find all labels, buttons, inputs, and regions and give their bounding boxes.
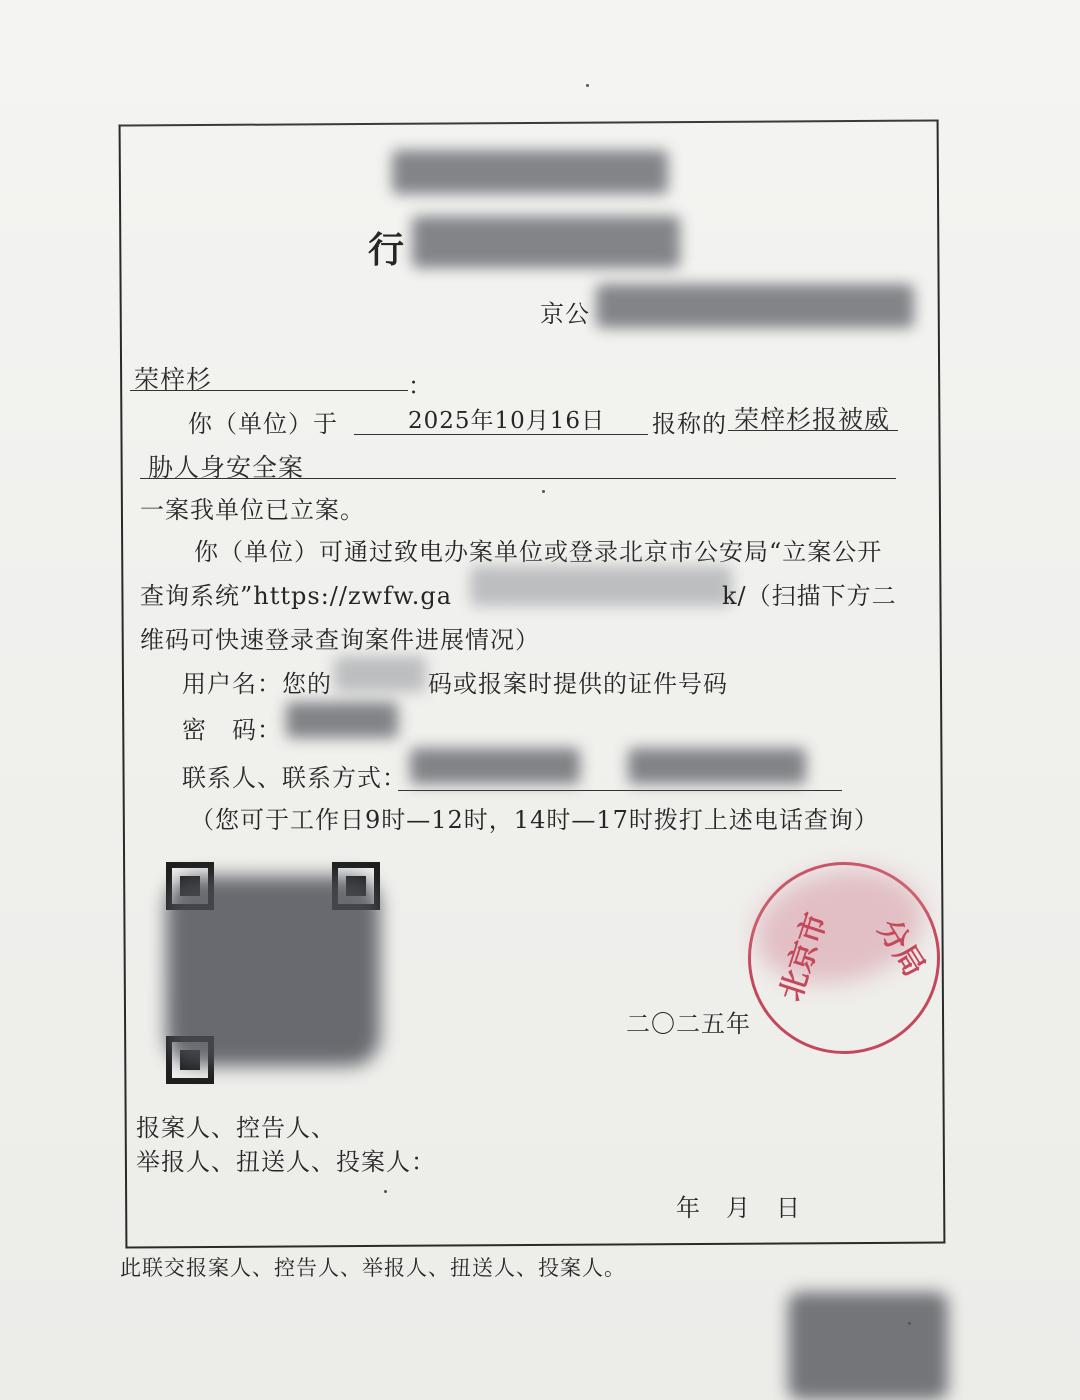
redacted-corner-mark [788,1292,948,1400]
redacted-password [286,702,398,738]
qr-redaction [166,876,380,1066]
filed-statement: 一案我单位已立案。 [140,496,365,524]
recipient-line-2: 举报人、扭送人、投案人： [136,1148,436,1176]
addressee-underline [130,390,408,391]
query-line-2a: 查询系统”https://zwfw.ga [140,582,453,610]
username-label-b: 码或报案时提供的证件号码 [428,670,728,698]
query-line-3: 维码可快速登录查询案件进展情况） [140,626,540,654]
report-line-prefix: 你（单位）于 [188,410,338,438]
paper-speck [384,1190,387,1193]
query-line-1: 你（单位）可通过致电办案单位或登录北京市公安局“立案公开 [194,538,883,566]
addressee-colon: ： [408,372,433,400]
redacted-doc-number [596,284,914,328]
recipient-line-1: 报案人、控告人、 [136,1114,336,1142]
doc-number-prefix: 京公 [540,300,590,328]
case-name-part2: 胁人身安全案 [148,453,305,482]
redacted-title [412,216,680,268]
issue-date: 二〇二五年 [626,1010,751,1038]
redacted-contact-2 [628,748,806,784]
contact-label: 联系人、联系方式： [182,764,407,792]
paper-speck [542,490,545,493]
report-date-underline [354,434,648,435]
report-date: 2025年10月16日 [408,408,606,434]
addressee-name: 荣梓杉 [134,365,213,394]
report-line-mid: 报称的 [652,410,727,438]
redacted-header-top [392,150,668,194]
qr-code [162,856,386,1088]
paper-speck [908,1322,911,1325]
hours-note: （您可于工作日9时—12时，14时—17时拨打上述电话查询） [190,806,879,834]
case-name-underline-1 [728,430,898,431]
seal-text-left: 北京市 [773,908,835,1006]
paper-speck [586,84,589,87]
footer-note: 此联交报案人、控告人、举报人、扭送人、投案人。 [120,1256,626,1280]
case-name-underline-2 [140,478,896,479]
redacted-username [334,656,426,692]
case-name-part1: 荣梓杉报被威 [734,405,891,434]
contact-underline [398,790,842,791]
document-title: 行 [368,229,411,271]
redacted-url [470,566,732,606]
password-label: 密 码： [182,716,282,744]
username-label-a: 用户名：您的 [182,670,332,698]
seal-text-right: 分局 [870,913,932,983]
sign-date: 年 月 日 [676,1194,801,1222]
redacted-contact-1 [410,748,580,784]
query-line-2b: k/（扫描下方二 [722,582,897,610]
